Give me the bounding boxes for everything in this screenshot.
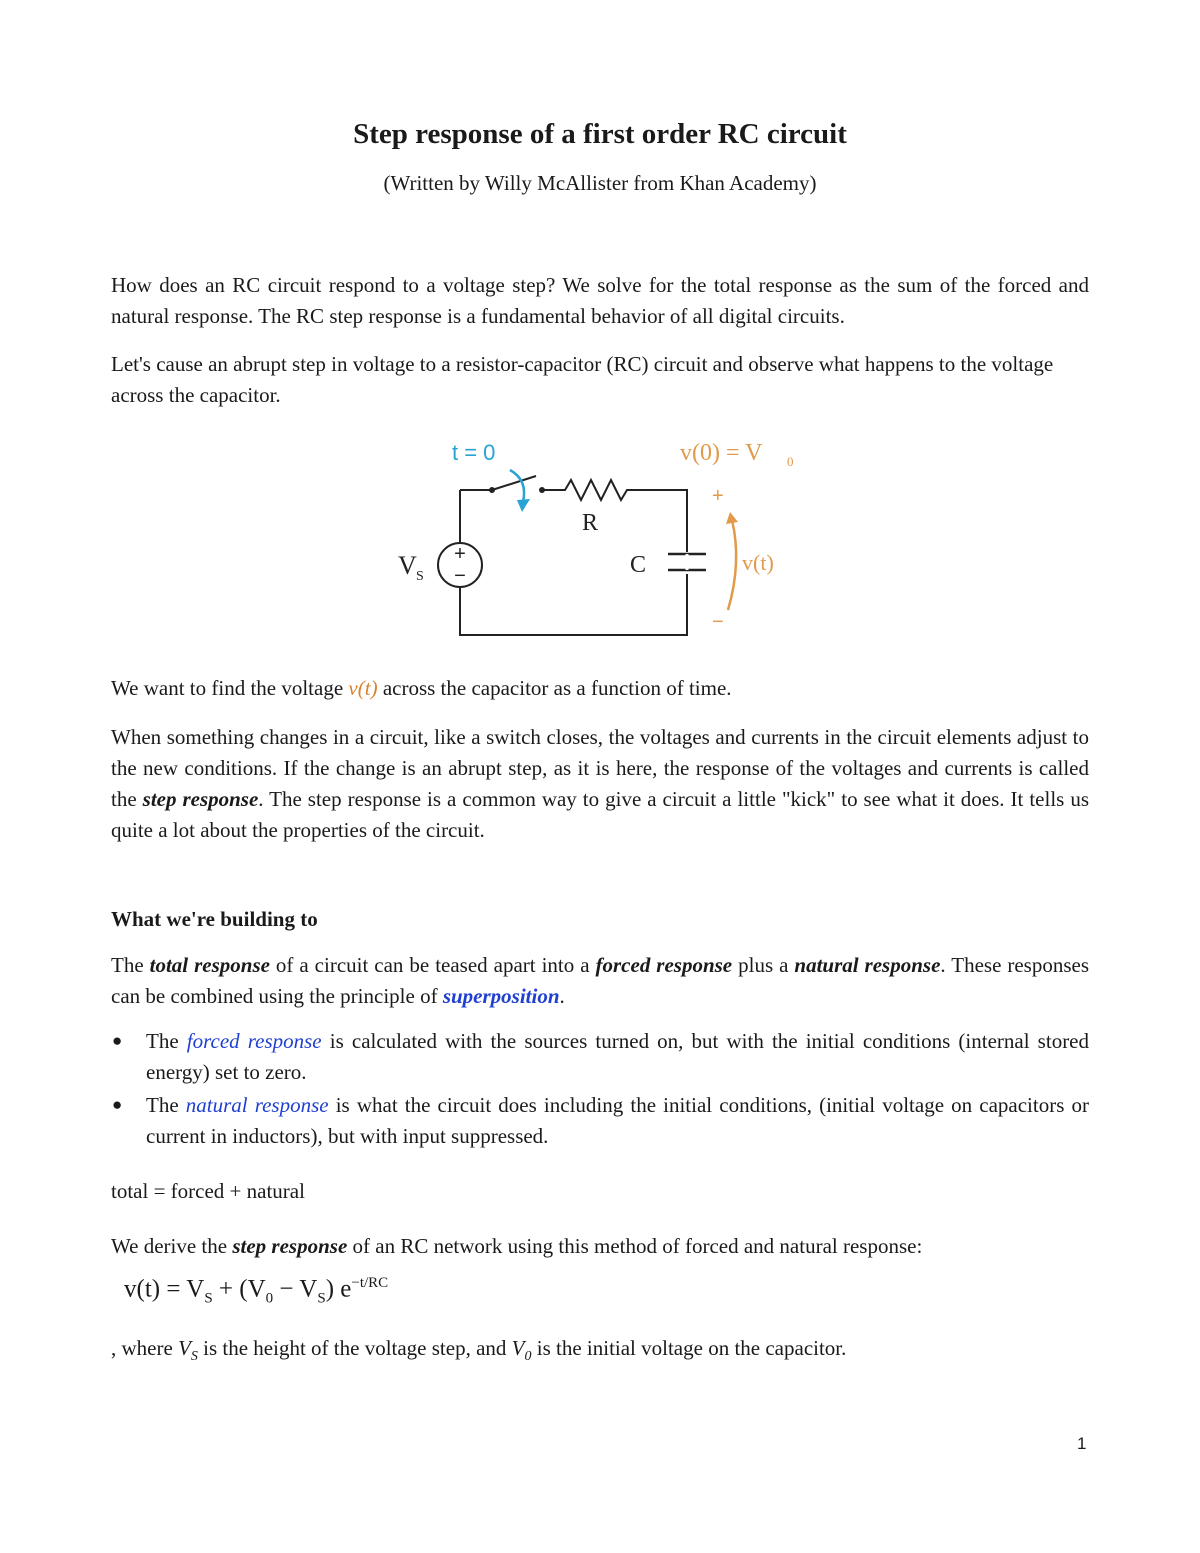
source-subscript: S <box>416 569 424 584</box>
source-minus: − <box>454 565 466 587</box>
total-response-paragraph <box>111 950 1089 1012</box>
change-text-post: . The step response is a common way to give a circuit a little "kick" to see what it does. It tells us quite a lot about the properties of the circuit. <box>111 787 1089 842</box>
initial-voltage-label: v(0) = V <box>680 440 763 466</box>
capacitor-label: C <box>630 552 647 578</box>
v0-variable: V <box>511 1336 525 1360</box>
text: The <box>146 1029 187 1053</box>
vt-variable: v(t) <box>348 676 378 700</box>
find-text-pre: We want to find the voltage <box>111 676 349 700</box>
text: is what the circuit does including the initial conditions, (initial voltage on capacitors or current in inductors), but with input suppressed. <box>146 1093 1089 1148</box>
forced-response-term: forced response <box>595 953 733 977</box>
intro-paragraph-1: How does an RC circuit respond to a voltage step? We solve for the total response as the sum of the forced and natural response. The RC step response is a fundamental behavior of all digital circuits. <box>111 273 1089 328</box>
change-text-pre: When something changes in a circuit, like a switch closes, the voltages and currents in the circuit elements adjust to the new conditions. If the change is an abrupt step, as it is here, the response of the voltages and currents is called the <box>111 725 1089 811</box>
formula-part: v(t) = V <box>124 1275 205 1303</box>
text: , where <box>111 1336 179 1360</box>
formula-sub: S <box>317 1290 326 1307</box>
formula-sub: 0 <box>265 1290 274 1307</box>
formula-part: + (V <box>212 1275 266 1303</box>
source-label: V <box>398 551 417 580</box>
section-heading: What we're building to <box>111 907 318 931</box>
natural-response-term: natural response <box>794 953 941 977</box>
step-response-paragraph <box>111 722 1089 846</box>
total-response-term: total response <box>149 953 270 977</box>
text: of an RC network using this method of forced and natural response: <box>347 1234 923 1258</box>
capacitor-plus: + <box>712 485 724 507</box>
rc-circuit-diagram <box>380 432 820 647</box>
step-response-term: step response <box>142 787 259 811</box>
superposition-link[interactable]: superposition <box>442 984 560 1008</box>
where-paragraph <box>111 1333 1089 1372</box>
text: plus a <box>732 953 795 977</box>
source-plus: + <box>454 543 466 565</box>
text: The <box>111 953 150 977</box>
formula-exponent: −t/RC <box>351 1275 389 1291</box>
capacitor-minus: − <box>712 611 724 633</box>
switch-contact-left <box>489 487 495 493</box>
bullet-forced-response <box>146 1026 1089 1088</box>
derive-paragraph <box>111 1231 1089 1262</box>
document-subtitle: (Written by Willy McAllister from Khan Academy) <box>383 171 817 195</box>
switch-contact-right <box>539 487 545 493</box>
initial-voltage-subscript: 0 <box>787 454 794 469</box>
forced-response-link[interactable]: forced response <box>186 1029 322 1053</box>
text: . <box>559 984 565 1008</box>
formula-part: ) e <box>325 1275 352 1303</box>
step-response-formula <box>124 1275 388 1307</box>
switch-arrow <box>510 470 524 502</box>
intro-paragraph-2: Let's cause an abrupt step in voltage to a resistor-capacitor (RC) circuit and observe what happens to the voltage across the capacitor. <box>111 352 1054 407</box>
bullet-icon: ● <box>112 1095 123 1114</box>
natural-response-link[interactable]: natural response <box>185 1093 329 1117</box>
text: is the height of the voltage step, and <box>197 1336 512 1360</box>
switch-label: t = 0 <box>452 440 496 465</box>
bullet-icon: ● <box>112 1031 123 1050</box>
page-number: 1 <box>1077 1434 1087 1453</box>
resistor-label: R <box>582 510 599 536</box>
total-equation: total = forced + natural <box>111 1179 305 1203</box>
text: The <box>146 1093 186 1117</box>
bullet-natural-response <box>146 1090 1089 1152</box>
text: of a circuit can be teased apart into a <box>269 953 596 977</box>
text: . These responses can be combined using the principle of <box>111 953 1090 1008</box>
text: We derive the <box>111 1234 233 1258</box>
vs-variable: V <box>178 1336 191 1360</box>
find-voltage-paragraph <box>111 673 1089 704</box>
formula-part: − V <box>273 1275 318 1303</box>
step-response-term: step response <box>232 1234 348 1258</box>
voltage-arrow <box>728 520 736 610</box>
vs-subscript: S <box>190 1349 198 1365</box>
formula-sub: S <box>204 1290 213 1307</box>
text: is the initial voltage on the capacitor. <box>531 1336 847 1360</box>
document-title: Step response of a first order RC circuit <box>353 118 847 150</box>
voltage-vt-label: v(t) <box>742 550 774 575</box>
text: is calculated with the sources turned on, but with the initial conditions (internal stored energy) set to zero. <box>146 1029 1090 1084</box>
v0-subscript: 0 <box>524 1349 532 1365</box>
find-text-post: across the capacitor as a function of time. <box>377 676 732 700</box>
